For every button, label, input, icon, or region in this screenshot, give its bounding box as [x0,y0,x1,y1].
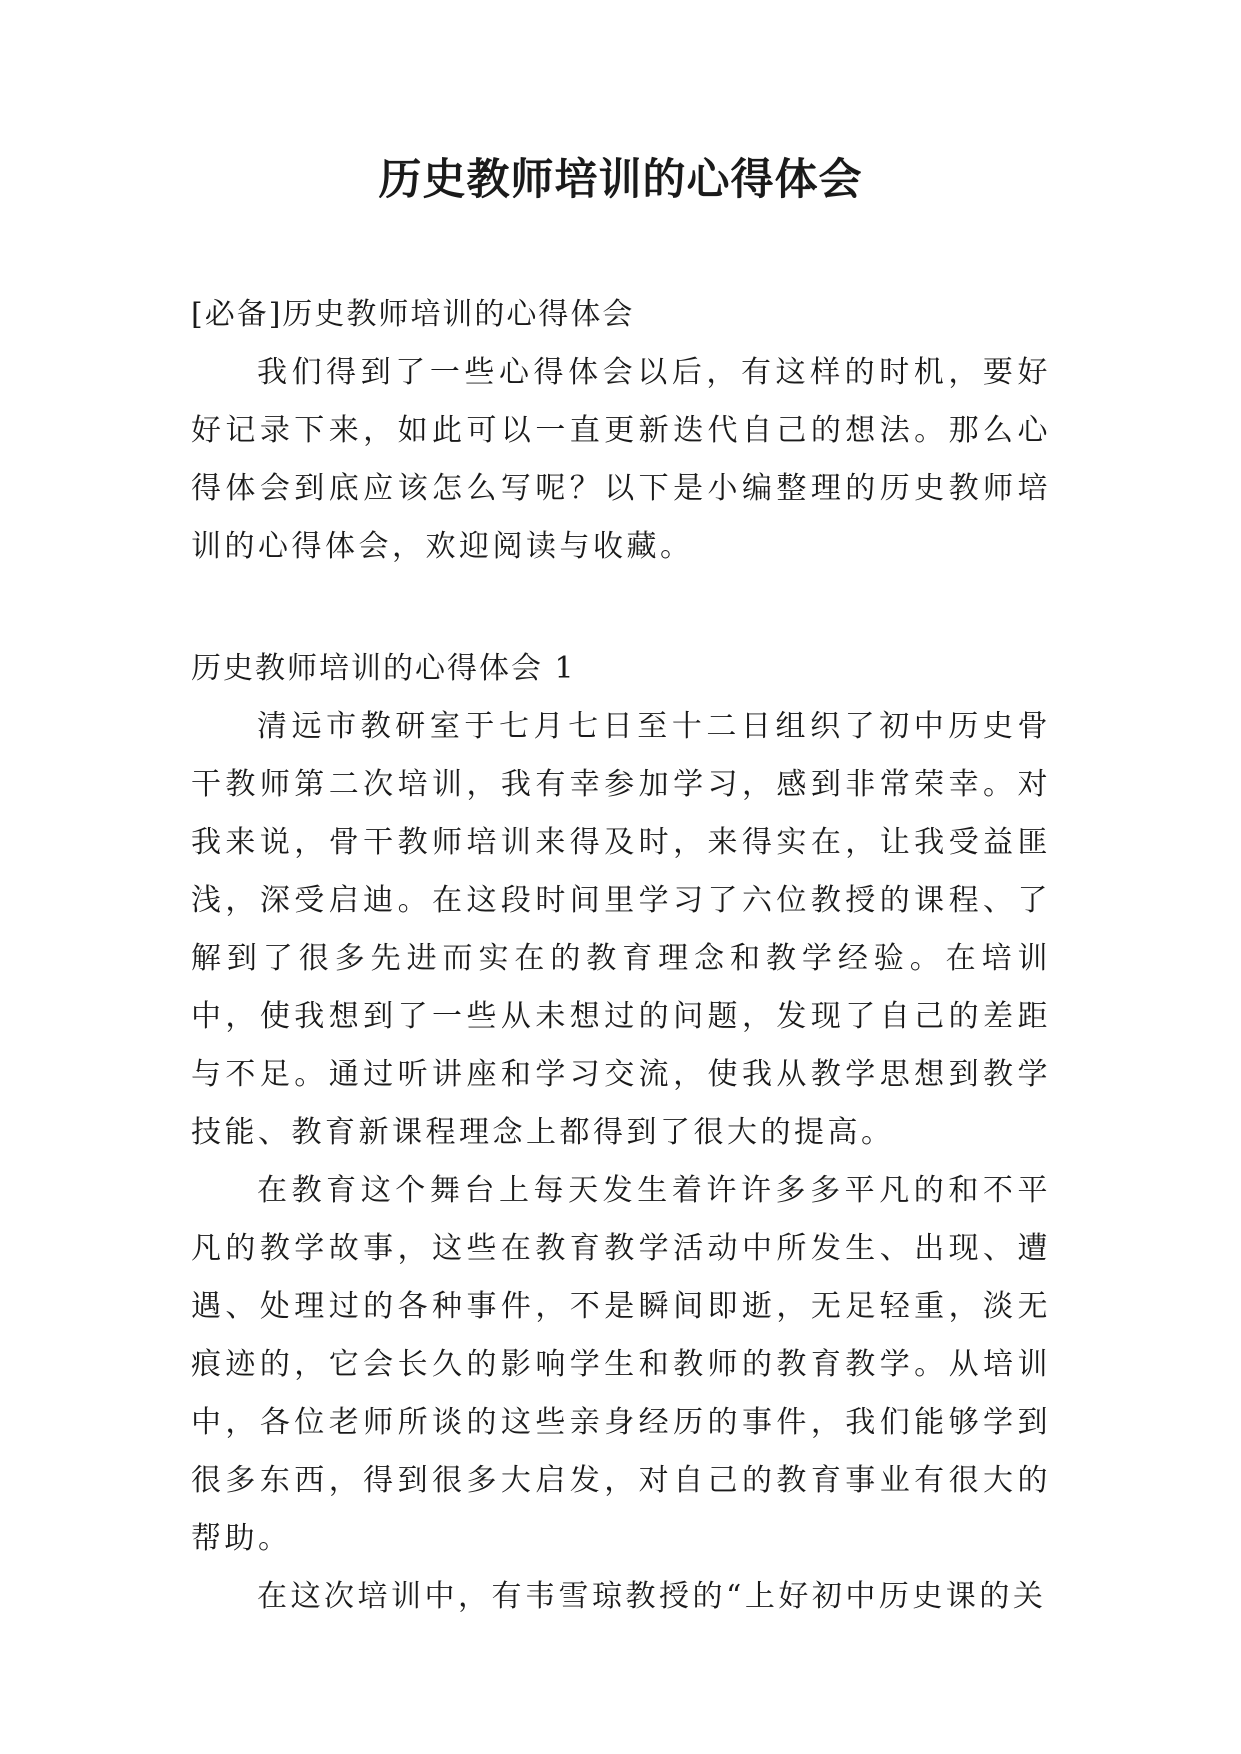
body-paragraph: 在这次培训中，有韦雪琼教授的“上好初中历史课的关 [257,1579,1047,1614]
document-body [191,286,1051,1626]
section-heading: 历史教师培训的心得体会 1 [191,651,576,686]
body-paragraph: 在教育这个舞台上每天发生着许许多多平凡的和不平凡的教学故事，这些在教育教学活动中所发生、出现、遭遇、处理过的各种事件，不是瞬间即逝，无足轻重，淡无痕迹的，它会长久的影响学生和教师的教育教学。从培训中，各位老师所谈的这些亲身经历的事件，我们能够学到很多东西，得到很多大启发，对自己的教育事业有很大的帮助。 [191,1173,1051,1556]
body-paragraph: 清远市教研室于七月七日至十二日组织了初中历史骨干教师第二次培训，我有幸参加学习，感到非常荣幸。对我来说，骨干教师培训来得及时，来得实在，让我受益匪浅，深受启迪。在这段时间里学习了六位教授的课程、了解到了很多先进而实在的教育理念和教学经验。在培训中，使我想到了一些从未想过的问题，发现了自己的差距与不足。通过听讲座和学习交流，使我从教学思想到教学技能、教育新课程理念上都得到了很大的提高。 [191,709,1051,1150]
section-spacer [191,576,1051,640]
intro-paragraph: 我们得到了一些心得体会以后，有这样的时机，要好好记录下来，如此可以一直更新迭代自己的想法。那么心得体会到底应该怎么写呢？以下是小编整理的历史教师培训的心得体会，欢迎阅读与收藏。 [191,355,1051,564]
document-title: 历史教师培训的心得体会 [378,155,863,205]
document-subtitle: [必备]历史教师培训的心得体会 [191,297,635,332]
